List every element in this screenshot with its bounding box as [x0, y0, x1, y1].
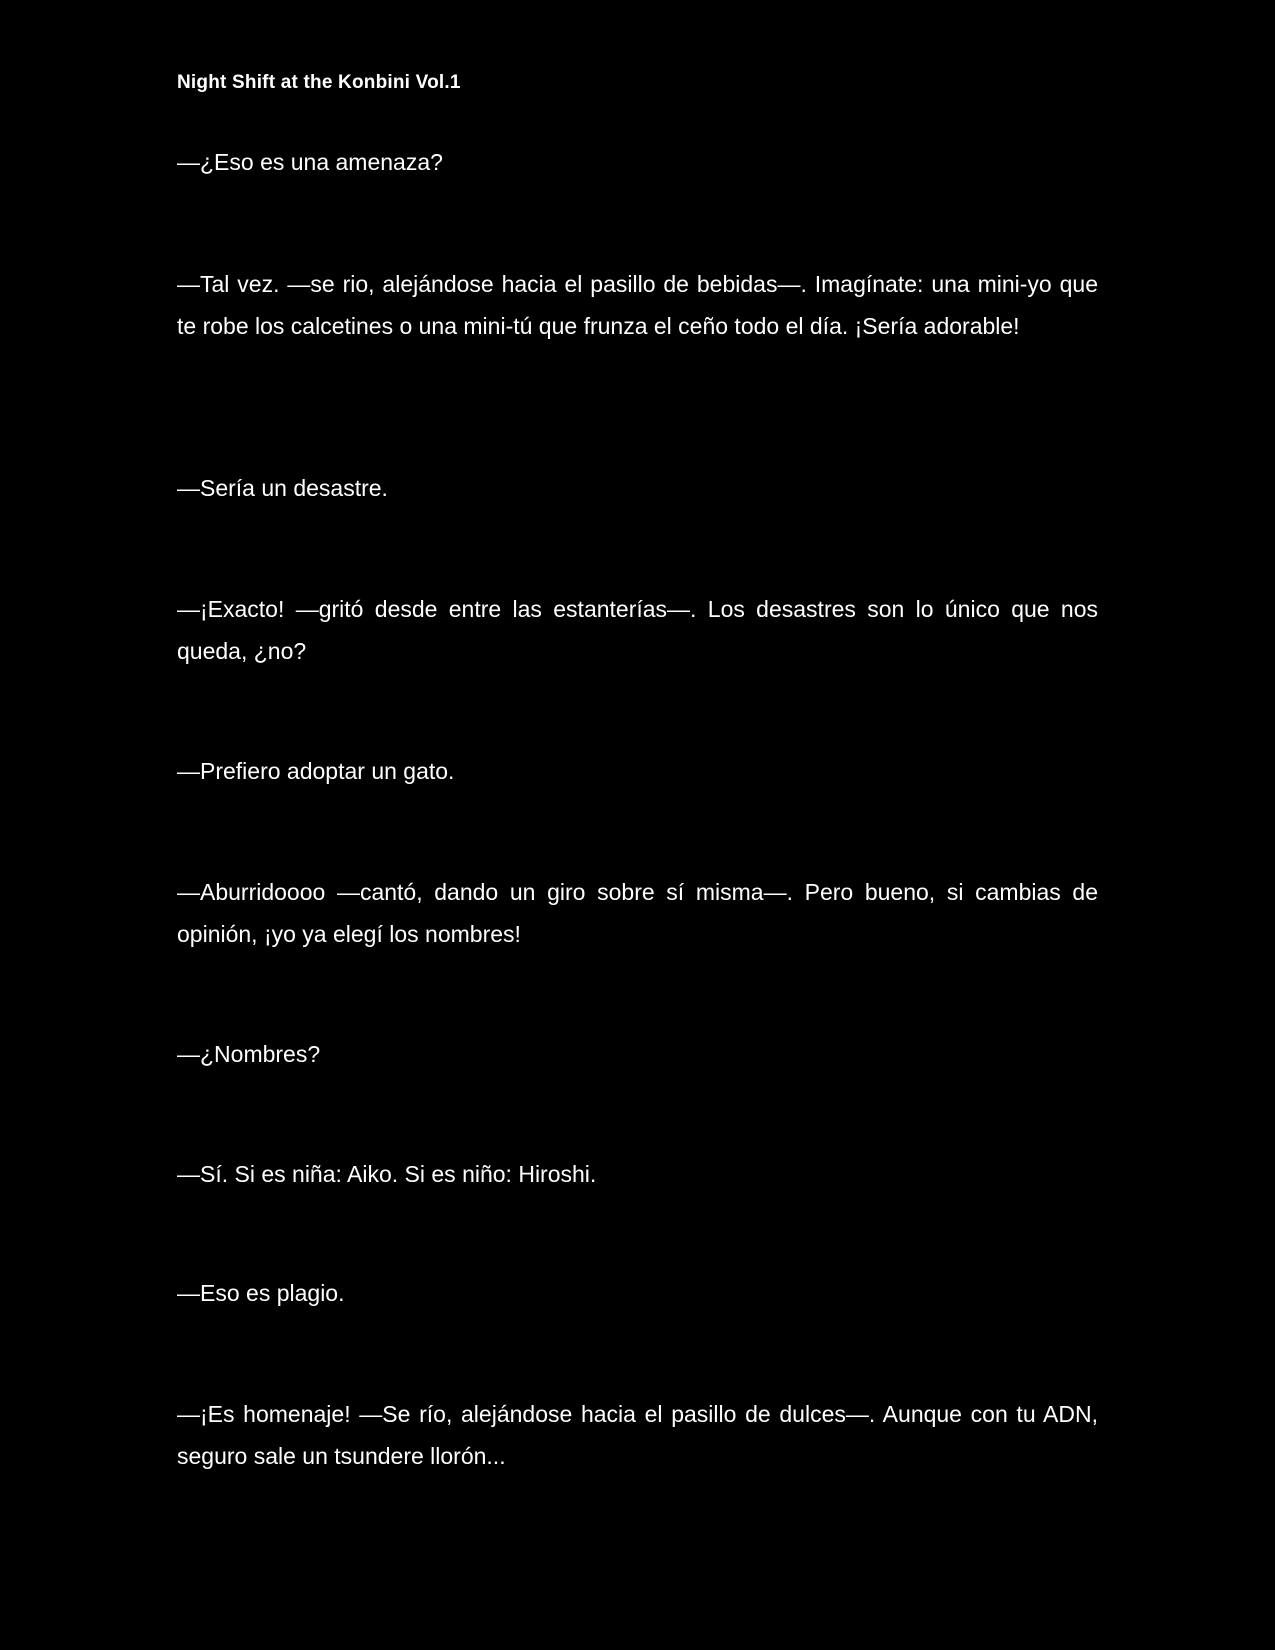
paragraph: —Tal vez. —se rio, alejándose hacia el pasillo de bebidas—. Imagínate: una mini-yo que te robe los calcetines o una mini-tú que frunza el ceño todo el día. ¡Sería adorable! [177, 271, 1098, 339]
paragraph: —Sería un desastre. [177, 475, 388, 501]
paragraph: —¡Es homenaje! —Se río, alejándose hacia el pasillo de dulces—. Aunque con tu ADN, seguro sale un tsundere llorón... [177, 1401, 1098, 1469]
running-header: Night Shift at the Konbini Vol.1 [177, 72, 461, 93]
paragraph: —Aburridoooo —cantó, dando un giro sobre sí misma—. Pero bueno, si cambias de opinión, ¡yo ya elegí los nombres! [177, 879, 1098, 947]
paragraph: —Eso es plagio. [177, 1280, 345, 1306]
paragraph: —¿Nombres? [177, 1041, 321, 1067]
paragraph: —Prefiero adoptar un gato. [177, 758, 455, 784]
paragraph: —¡Exacto! —gritó desde entre las estanterías—. Los desastres son lo único que nos queda, ¿no? [177, 596, 1098, 664]
paragraph: —Sí. Si es niña: Aiko. Si es niño: Hiroshi. [177, 1161, 597, 1187]
paragraph: —¿Eso es una amenaza? [177, 149, 443, 175]
